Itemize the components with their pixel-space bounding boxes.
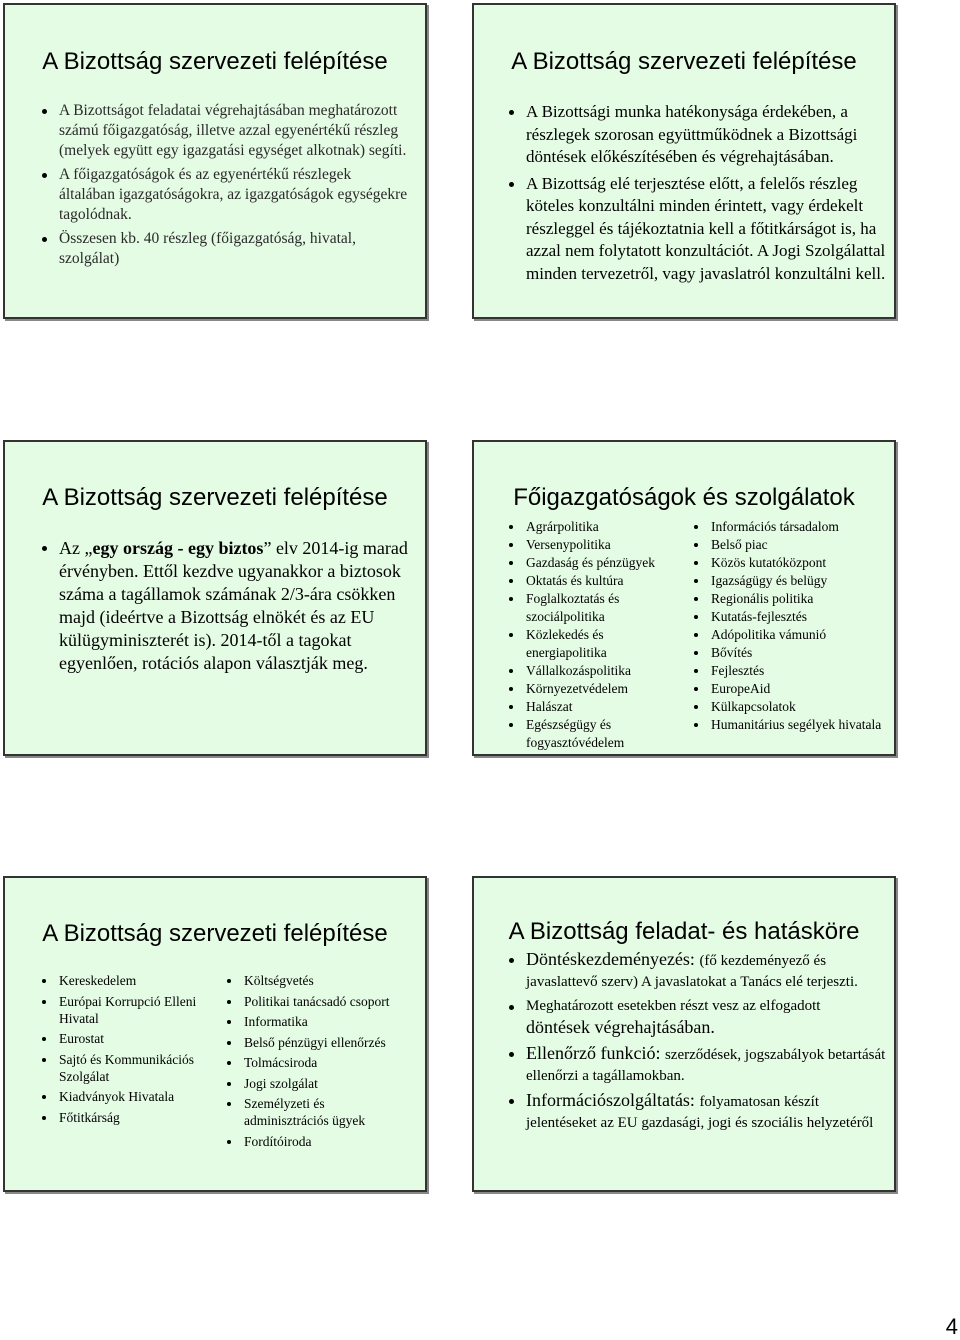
bullet-list <box>506 101 886 289</box>
bullet-list-left <box>506 518 681 752</box>
slide-6 <box>472 876 896 1192</box>
list-item: Fejlesztés <box>691 662 891 680</box>
list-item <box>506 949 886 992</box>
list-item-rest: Meghatározott esetekben részt vesz az elfogadott <box>526 998 821 1014</box>
list-item <box>506 1043 886 1086</box>
slide-title: A Bizottság feladat- és hatásköre <box>508 918 860 945</box>
list-item: Összesen kb. 40 részleg (főigazgatóság, hivatal, szolgálat) <box>39 229 409 269</box>
list-item-tail: döntések végrehajtásában. <box>526 1016 715 1037</box>
list-item: Belső piac <box>691 536 891 554</box>
list-item: Informatika <box>224 1013 404 1030</box>
bullet-list <box>39 101 409 273</box>
list-item: EuropeAid <box>691 680 891 698</box>
list-item: Egészségügy és fogyasztóvédelem <box>506 716 681 752</box>
list-item: Fordítóiroda <box>224 1133 404 1150</box>
list-item-emphasis: egy ország - egy biztos <box>92 538 264 558</box>
slide-3 <box>3 440 427 756</box>
page-number: 4 <box>945 1314 958 1339</box>
list-item: Bővítés <box>691 644 891 662</box>
list-item: Környezetvédelem <box>506 680 681 698</box>
slide-title: A Bizottság szervezeti felépítése <box>511 48 857 75</box>
list-item-rest: (fő kezdeményező és javaslattevő szerv) A javaslatokat a Tanács elé terjeszti. <box>526 953 858 990</box>
list-item <box>39 537 409 675</box>
list-item: Versenypolitika <box>506 536 681 554</box>
slide-title: A Bizottság szervezeti felépítése <box>42 920 388 947</box>
slide-title: A Bizottság szervezeti felépítése <box>42 48 388 75</box>
list-item: Belső pénzügyi ellenőrzés <box>224 1034 404 1051</box>
list-item: Költségvetés <box>224 972 404 989</box>
list-item: Eurostat <box>39 1030 211 1047</box>
list-item: Regionális politika <box>691 590 891 608</box>
list-item-rest: szerződések, jogszabályok betartását ellenőrzi a tagállamokban. <box>526 1047 886 1084</box>
list-item: A Bizottság elé terjesztése előtt, a felelős részleg köteles konzultálni minden érintett, vagy érdekelt részleggel és tájékoztatnia kell a főtitkárságot is, ha azzal nem folytatott konzultációt. A Jogi Szolgálattal minden tervezetről, vagy javaslatról konzultálni kell. <box>506 173 886 286</box>
list-item: Külkapcsolatok <box>691 698 891 716</box>
list-item <box>506 1090 886 1133</box>
list-item: Kiadványok Hivatala <box>39 1088 211 1105</box>
list-item: Sajtó és Kommunikációs Szolgálat <box>39 1051 211 1085</box>
slide-5 <box>3 876 427 1192</box>
list-item: Halászat <box>506 698 681 716</box>
list-item: Európai Korrupció Elleni Hivatal <box>39 993 211 1027</box>
list-item: Adópolitika vámunió <box>691 626 891 644</box>
list-item: Agrárpolitika <box>506 518 681 536</box>
list-item: Gazdaság és pénzügyek <box>506 554 681 572</box>
list-item-rest: ” elv 2014-ig marad érvényben. Ettől kezdve ugyanakkor a biztosok száma a tagállamok számának 2/3-ára csökken majd (ideértve a Bizottság elnökét és az EU külügyminiszterét is). 2014-től a tagokat egyenlően, rotációs alapon választják meg. <box>59 538 408 673</box>
list-item-lead: Információszolgáltatás: <box>526 1090 700 1110</box>
list-item-rest: folyamatosan készít jelentéseket az EU gazdasági, jogi és szociális helyzetéről <box>526 1094 874 1131</box>
list-item: Oktatás és kultúra <box>506 572 681 590</box>
list-item: A Bizottságot feladatai végrehajtásában meghatározott számú főigazgatóság, illetve azzal egyenértékű részleg (melyek együtt egy igazgatási egységet alkotnak) segíti. <box>39 101 409 161</box>
bullet-list <box>506 949 886 1137</box>
list-item: Főtitkárság <box>39 1109 211 1126</box>
list-item: Igazságügy és belügy <box>691 572 891 590</box>
list-item: Közös kutatóközpont <box>691 554 891 572</box>
slide-1 <box>3 3 427 319</box>
bullet-list-right <box>691 518 891 734</box>
list-item <box>506 996 886 1039</box>
list-item: A főigazgatóságok és az egyenértékű részlegek általában igazgatóságokra, az igazgatóságok egységekre tagolódnak. <box>39 165 409 225</box>
list-item-lead: Döntéskezdeményezés: <box>526 949 700 969</box>
list-item: Jogi szolgálat <box>224 1075 404 1092</box>
list-item-lead: Ellenőrző funkció: <box>526 1043 665 1063</box>
list-item: Kutatás-fejlesztés <box>691 608 891 626</box>
list-item: Politikai tanácsadó csoport <box>224 993 404 1010</box>
list-item: Személyzeti és adminisztrációs ügyek <box>224 1095 404 1129</box>
list-item: Humanitárius segélyek hivatala <box>691 716 891 734</box>
bullet-list-left <box>39 972 211 1129</box>
list-item: Vállalkozáspolitika <box>506 662 681 680</box>
list-item: Foglalkoztatás és szociálpolitika <box>506 590 681 626</box>
slide-title: Főigazgatóságok és szolgálatok <box>513 484 855 511</box>
bullet-list-right <box>224 972 404 1153</box>
list-item: Közlekedés és energiapolitika <box>506 626 681 662</box>
list-item-prefix: Az „ <box>59 538 93 558</box>
bullet-list <box>39 537 409 675</box>
slide-2 <box>472 3 896 319</box>
list-item: Kereskedelem <box>39 972 211 989</box>
slide-4 <box>472 440 896 756</box>
slide-title: A Bizottság szervezeti felépítése <box>42 484 388 511</box>
list-item: Tolmácsiroda <box>224 1054 404 1071</box>
list-item: A Bizottsági munka hatékonysága érdekében, a részlegek szorosan együttműködnek a Bizottsági döntések előkészítésében és végrehajtásában. <box>506 101 886 169</box>
list-item: Információs társadalom <box>691 518 891 536</box>
